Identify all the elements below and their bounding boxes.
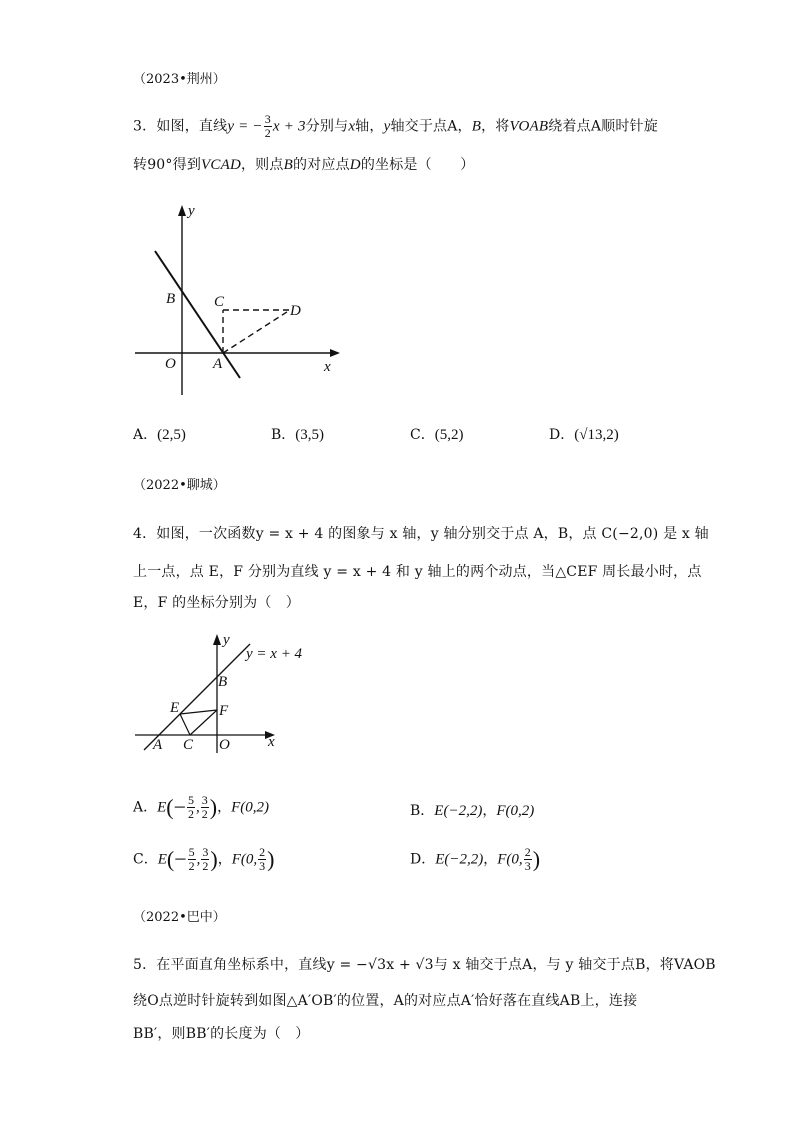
q3-option-a-value: (2,5) bbox=[157, 427, 186, 443]
q3-option-d-label: D． bbox=[549, 427, 575, 443]
q4-stem-line3: E，F 的坐标分别为（ ） bbox=[133, 595, 300, 611]
q3-line2-a: 转90°得到 bbox=[133, 157, 202, 173]
q4-option-c-frac1 bbox=[188, 846, 196, 873]
q3-text-c: 轴， bbox=[355, 118, 384, 135]
q3-stem-line2 bbox=[133, 154, 474, 174]
q4-option-c-frac3-den: 3 bbox=[259, 859, 266, 873]
q4-option-c-E: E bbox=[157, 851, 167, 868]
q3-fig-y-label: y bbox=[188, 203, 195, 219]
q4-option-a-label: A． bbox=[133, 799, 158, 816]
q4-option-d-F-pre: F(0, bbox=[497, 851, 523, 868]
q4-option-d-frac-num: 2 bbox=[524, 845, 531, 859]
q4-option-b-sep: ， bbox=[482, 803, 497, 819]
q4-seg-ce bbox=[180, 714, 190, 735]
q3-eq-rhs: x + 3 bbox=[272, 118, 306, 135]
q4-option-c-frac3 bbox=[258, 846, 266, 873]
q3-option-a-label: A． bbox=[133, 427, 158, 443]
q4-option-c-frac1-num: 5 bbox=[188, 845, 195, 859]
q3-option-b-value: (3,5) bbox=[295, 427, 325, 443]
q3-number: 3． bbox=[133, 118, 157, 135]
q4-fig-eq-label: y = x + 4 bbox=[246, 646, 303, 662]
q3-x-arrow bbox=[330, 349, 340, 357]
q4-fig-O-label: O bbox=[219, 737, 230, 753]
q4-figure bbox=[130, 628, 320, 758]
q5-stem-line1: 5．在平面直角坐标系中，直线y = −√3x + √3与 x 轴交于点A，与 y 轴交于点B，将VAOB bbox=[133, 957, 716, 973]
q4-fig-y-label: y bbox=[223, 632, 230, 648]
q4-option-a-frac2 bbox=[201, 794, 209, 821]
q4-option-a-close: ) bbox=[209, 794, 218, 820]
q3-fig-C-label: C bbox=[214, 294, 225, 310]
q4-option-d-E: E(−2,2) bbox=[435, 851, 484, 868]
q4-option-c-sep: ， bbox=[217, 851, 232, 868]
q3-text-e: ，将 bbox=[481, 118, 510, 135]
q4-y-arrow bbox=[213, 634, 221, 645]
q3-line2-b: ，则点 bbox=[240, 157, 284, 173]
q3-text-b: 分别与 bbox=[305, 118, 349, 135]
q5-stem-line3: BB′，则BB′的长度为（ ） bbox=[133, 1026, 310, 1042]
q3-line2-c: 的对应点 bbox=[292, 157, 350, 173]
q4-option-d-frac-den: 3 bbox=[524, 859, 531, 873]
q3-tri2: VCAD bbox=[201, 157, 241, 173]
q4-option-c-open: (− bbox=[166, 846, 187, 872]
q4-fig-C-label: C bbox=[183, 737, 194, 753]
q4-option-a-frac1-num: 5 bbox=[188, 793, 195, 807]
q4-source: （2022•聊城） bbox=[133, 478, 226, 493]
q3-tri1: VOAB bbox=[509, 118, 549, 135]
q3-option-d[interactable] bbox=[549, 424, 619, 444]
q3-text-d: 轴交于点A， bbox=[390, 118, 472, 135]
q4-option-a-F: F(0,2) bbox=[231, 799, 270, 816]
q3-option-c-label: C． bbox=[410, 427, 435, 443]
q4-option-c-comma: , bbox=[196, 851, 201, 868]
q3-seg-ad bbox=[223, 310, 290, 353]
q4-option-c-frac2 bbox=[201, 846, 209, 873]
q3-text-f: 绕着点A顺时针旋 bbox=[548, 118, 658, 135]
q4-option-a[interactable] bbox=[133, 794, 269, 821]
q4-option-d-frac bbox=[524, 846, 532, 873]
q3-line2-D: D bbox=[349, 157, 361, 173]
q4-option-d-F-close: ) bbox=[532, 846, 541, 872]
q3-B: B bbox=[471, 118, 482, 135]
q3-option-b[interactable] bbox=[271, 424, 324, 444]
q4-fig-A-label: A bbox=[153, 737, 163, 753]
q3-option-c[interactable] bbox=[410, 424, 463, 444]
q4-stem-line1: 4．如图，一次函数y = x + 4 的图象与 x 轴，y 轴分别交于点 A，B，点 C(−2,0) 是 x 轴 bbox=[133, 526, 709, 542]
q5-stem-line2: 绕O点逆时针旋转到如图△A′OB′的位置，A的对应点A′恰好落在直线AB上，连接 bbox=[133, 993, 638, 1009]
q4-option-a-frac1 bbox=[187, 794, 195, 821]
q3-y: y bbox=[383, 118, 391, 135]
q3-text-a: 如图，直线 bbox=[156, 118, 228, 135]
q4-option-b-E: E(−2,2) bbox=[434, 803, 483, 819]
q3-line2-d: 的坐标是（ ） bbox=[360, 157, 475, 173]
q4-option-c-label: C． bbox=[133, 851, 158, 868]
q4-option-c-frac3-num: 2 bbox=[259, 845, 266, 859]
q4-option-a-E: E bbox=[157, 799, 167, 816]
q4-option-c-frac1-den: 2 bbox=[188, 859, 195, 873]
q4-fig-F-label: F bbox=[219, 703, 229, 719]
q3-fig-A-label: A bbox=[213, 356, 223, 372]
q3-x: x bbox=[348, 118, 356, 135]
q4-option-d-label: D． bbox=[410, 851, 436, 868]
q4-line-ab bbox=[144, 644, 250, 750]
q4-option-a-frac1-den: 2 bbox=[188, 807, 195, 821]
q3-fig-x-label: x bbox=[324, 359, 331, 375]
q4-seg-ef bbox=[180, 710, 217, 714]
q4-fig-E-label: E bbox=[170, 700, 180, 716]
q4-option-c-F-close: ) bbox=[267, 846, 275, 872]
q4-option-c-frac2-num: 3 bbox=[202, 845, 209, 859]
q4-stem-line2: 上一点，点 E，F 分别为直线 y = x + 4 和 y 轴上的两个动点，当△CEF 周长最小时，点 bbox=[133, 564, 702, 580]
q3-source: （2023•荆州） bbox=[133, 72, 226, 87]
q4-option-b-F: F(0,2) bbox=[496, 803, 535, 819]
q3-option-d-value: (√13,2) bbox=[574, 427, 619, 443]
q3-figure bbox=[130, 195, 350, 405]
q4-option-a-open: (− bbox=[166, 794, 187, 820]
q4-fig-B-label: B bbox=[218, 674, 228, 690]
q3-stem-line1 bbox=[133, 113, 658, 140]
q4-option-a-sep: ， bbox=[217, 799, 232, 816]
q4-option-a-frac2-num: 3 bbox=[201, 793, 208, 807]
q3-option-b-label: B． bbox=[271, 427, 296, 443]
q4-option-c-frac2-den: 2 bbox=[202, 859, 209, 873]
q3-fig-B-label: B bbox=[166, 291, 176, 307]
q4-option-d[interactable] bbox=[410, 846, 540, 873]
q3-eq-lhs: y = − bbox=[227, 118, 263, 135]
q4-option-d-sep: ， bbox=[483, 851, 498, 868]
q4-option-c-F-pre: F(0, bbox=[231, 851, 258, 868]
q4-option-b[interactable] bbox=[410, 800, 534, 820]
q4-seg-cf bbox=[190, 710, 217, 735]
q4-fig-x-label: x bbox=[268, 734, 275, 750]
q4-option-c[interactable] bbox=[133, 846, 274, 873]
q5-source: （2022•巴中） bbox=[133, 910, 226, 925]
q3-option-c-value: (5,2) bbox=[434, 427, 464, 443]
q4-option-b-label: B． bbox=[410, 803, 435, 819]
q3-frac-den: 2 bbox=[264, 126, 271, 140]
q4-option-c-close: ) bbox=[210, 846, 218, 872]
q3-frac-num: 3 bbox=[264, 112, 271, 126]
q3-y-arrow bbox=[178, 205, 186, 216]
q3-fig-O-label: O bbox=[165, 356, 176, 372]
q3-fraction bbox=[264, 113, 272, 140]
q3-fig-D-label: D bbox=[290, 303, 301, 319]
q4-option-a-comma: , bbox=[196, 799, 200, 816]
q3-line2-B: B bbox=[283, 157, 293, 173]
q3-option-a[interactable] bbox=[133, 424, 186, 444]
q4-option-a-frac2-den: 2 bbox=[201, 807, 208, 821]
